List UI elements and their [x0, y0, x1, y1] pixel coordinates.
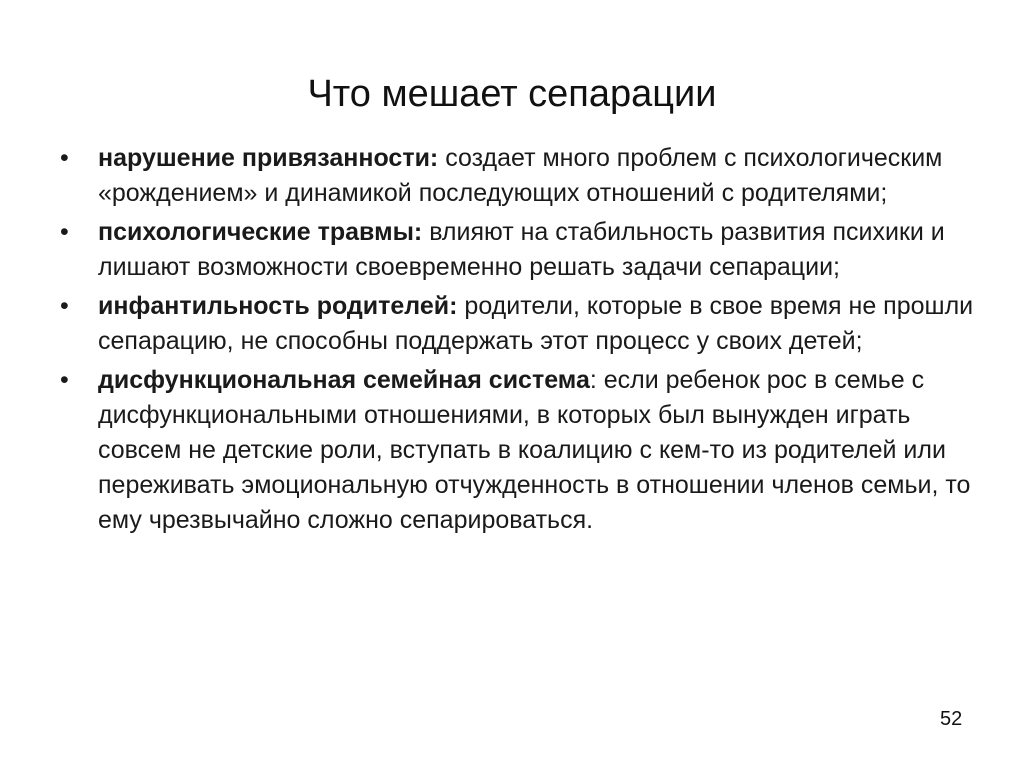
bullet-marker: •	[60, 292, 69, 320]
bullet-term: психологические травмы:	[98, 218, 423, 246]
bullet-text: создает много проблем с психологическим «рождением» и динамикой последующих отношений с родителями;	[98, 144, 943, 207]
bullet-marker: •	[60, 218, 69, 246]
bullet-term: инфантильность родителей:	[98, 292, 458, 320]
page-number: 52	[940, 708, 963, 730]
bullet-term: нарушение привязанности:	[98, 144, 439, 172]
bullet-text: родители, которые в свое время не прошли сепарацию, не способны поддержать этот процесс у своих детей;	[98, 292, 974, 355]
bullet-item-dysfunctional-family	[60, 363, 980, 538]
bullet-marker: •	[60, 144, 69, 172]
bullet-text: : если ребенок рос в семье с дисфункциональными отношениями, в которых был вынужден играть совсем не детские роли, вступать в коалицию с кем-то из родителей или переживать эмоциональную отчужденность в отношении членов семьи, то ему чрезвычайно сложно сепарироваться.	[98, 366, 971, 534]
bullet-marker: •	[60, 366, 69, 394]
slide-title: Что мешает сепарации	[307, 73, 717, 115]
bullet-text: влияют на стабильность развития психики и лишают возможности своевременно решать задачи сепарации;	[98, 218, 945, 281]
bullet-item-attachment	[60, 141, 980, 211]
bullet-list	[60, 141, 980, 542]
bullet-term: дисфункциональная семейная система	[98, 366, 590, 394]
bullet-item-trauma	[60, 215, 980, 285]
bullet-item-infantile-parents	[60, 289, 980, 359]
